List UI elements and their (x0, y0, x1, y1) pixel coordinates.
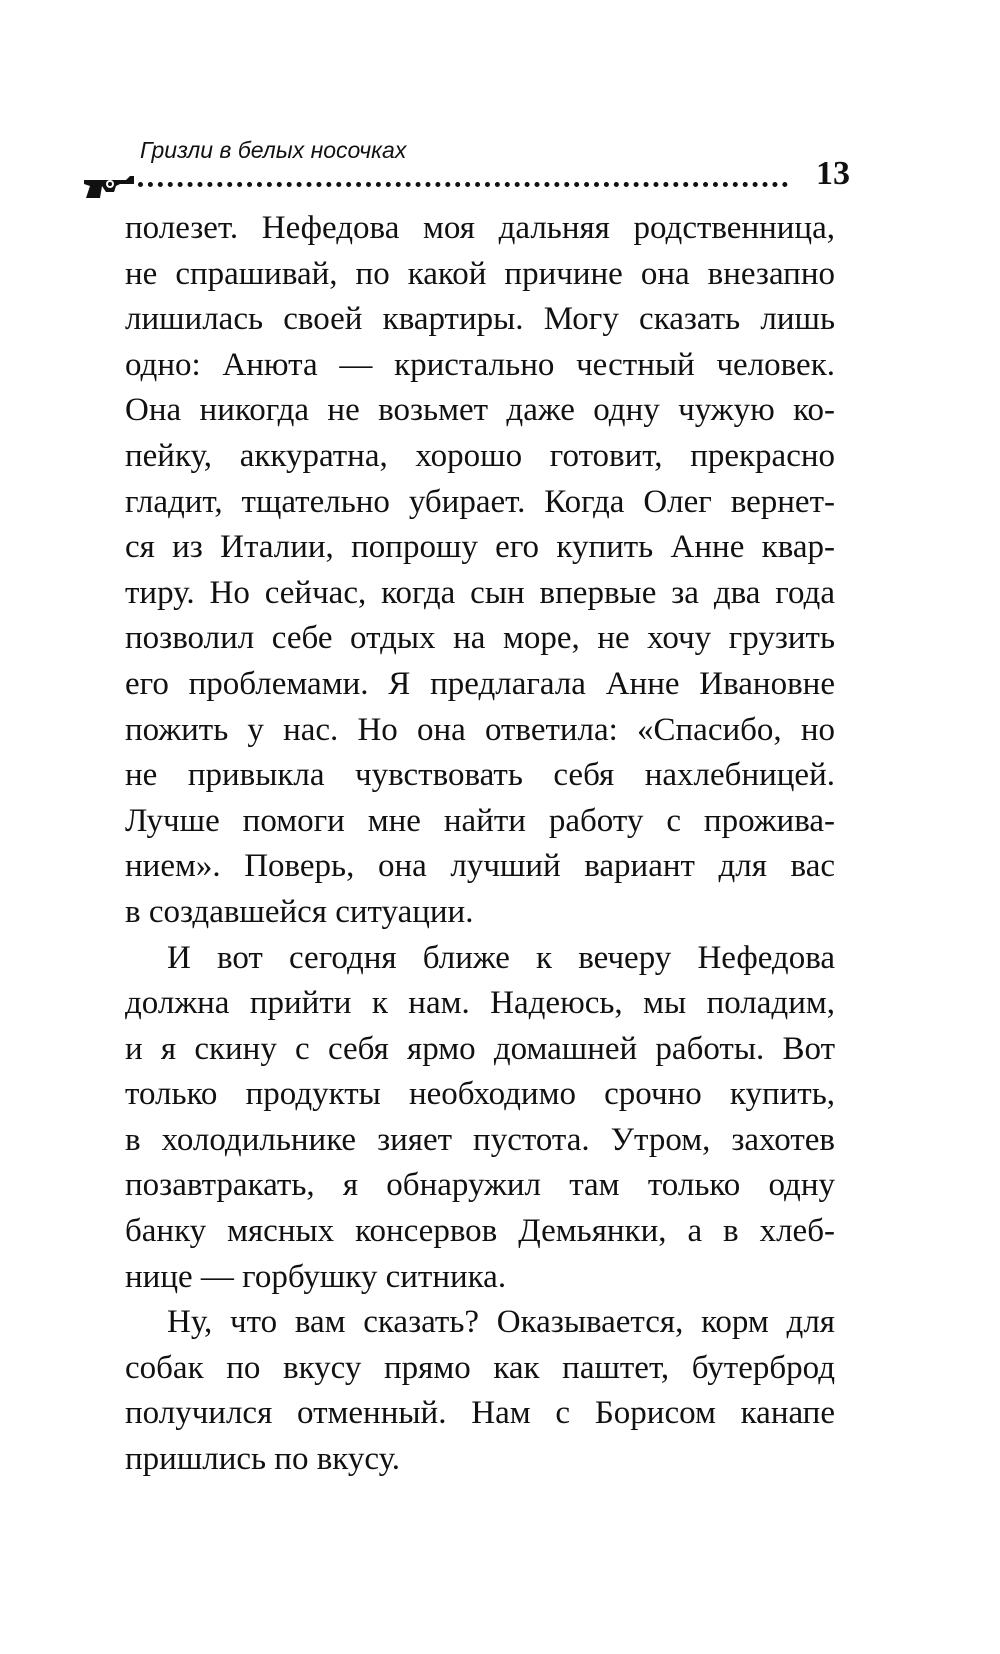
text-line: пожить у нас. Но она ответила: «Спасибо, но (125, 711, 835, 748)
text-line: нием». Поверь, она лучший вариант для вас (125, 848, 835, 885)
text-line: пришлись по вкусу. (125, 1441, 401, 1478)
text-line: одно: Анюта — кристально честный человек. (125, 346, 835, 383)
text-line: не спрашивай, по какой причине она внезапно (125, 255, 835, 292)
text-line: И вот сегодня ближе к вечеру Нефедова (167, 939, 835, 976)
text-line: лишилась своей квартиры. Могу сказать лишь (125, 301, 835, 338)
body-text (125, 206, 835, 1483)
text-line: в создавшейся ситуации. (125, 893, 474, 930)
text-line: должна прийти к нам. Надеюсь, мы поладим, (125, 985, 835, 1022)
text-line: ся из Италии, попрошу его купить Анне квар- (125, 529, 835, 566)
text-line: Она никогда не возьмет даже одну чужую ко- (125, 392, 835, 429)
text-line: Лучше помоги мне найти работу с прожива- (125, 802, 835, 839)
text-line: не привыкла чувствовать себя нахлебницей. (125, 757, 835, 794)
text-line: только продукты необходимо срочно купить, (125, 1076, 835, 1113)
text-line: тиру. Но сейчас, когда сын впервые за два года (125, 574, 835, 611)
dotted-leader (138, 182, 788, 187)
page-header (80, 136, 850, 200)
text-line: нице — горбушку ситника. (125, 1258, 507, 1295)
text-line: гладит, тщательно убирает. Когда Олег вернет- (125, 483, 835, 520)
text-line: позавтракать, я обнаружил там только одну (125, 1167, 835, 1204)
text-line: банку мясных консервов Демьянки, а в хлеб- (125, 1213, 835, 1250)
text-line: получился отменный. Нам с Борисом канапе (125, 1395, 835, 1432)
paragraph (125, 206, 835, 936)
text-line: собак по вкусу прямо как паштет, бутерброд (125, 1349, 835, 1386)
running-title: Гризли в белых носочках (140, 137, 407, 163)
revolver-icon (80, 172, 140, 198)
text-line: позволил себе отдых на море, не хочу грузить (125, 620, 835, 657)
text-line: полезет. Нефедова моя дальняя родственница, (125, 210, 835, 246)
text-line: в холодильнике зияет пустота. Утром, захотев (125, 1121, 835, 1158)
paragraph (125, 1300, 835, 1482)
text-line: Ну, что вам сказать? Оказывается, корм для (167, 1304, 835, 1341)
text-line: пейку, аккуратна, хорошо готовит, прекрасно (125, 437, 835, 474)
paragraph (125, 936, 835, 1301)
page-number: 13 (816, 155, 850, 192)
text-line: и я скину с себя ярмо домашней работы. Вот (125, 1030, 835, 1067)
text-line: его проблемами. Я предлагала Анне Ивановне (125, 665, 835, 702)
